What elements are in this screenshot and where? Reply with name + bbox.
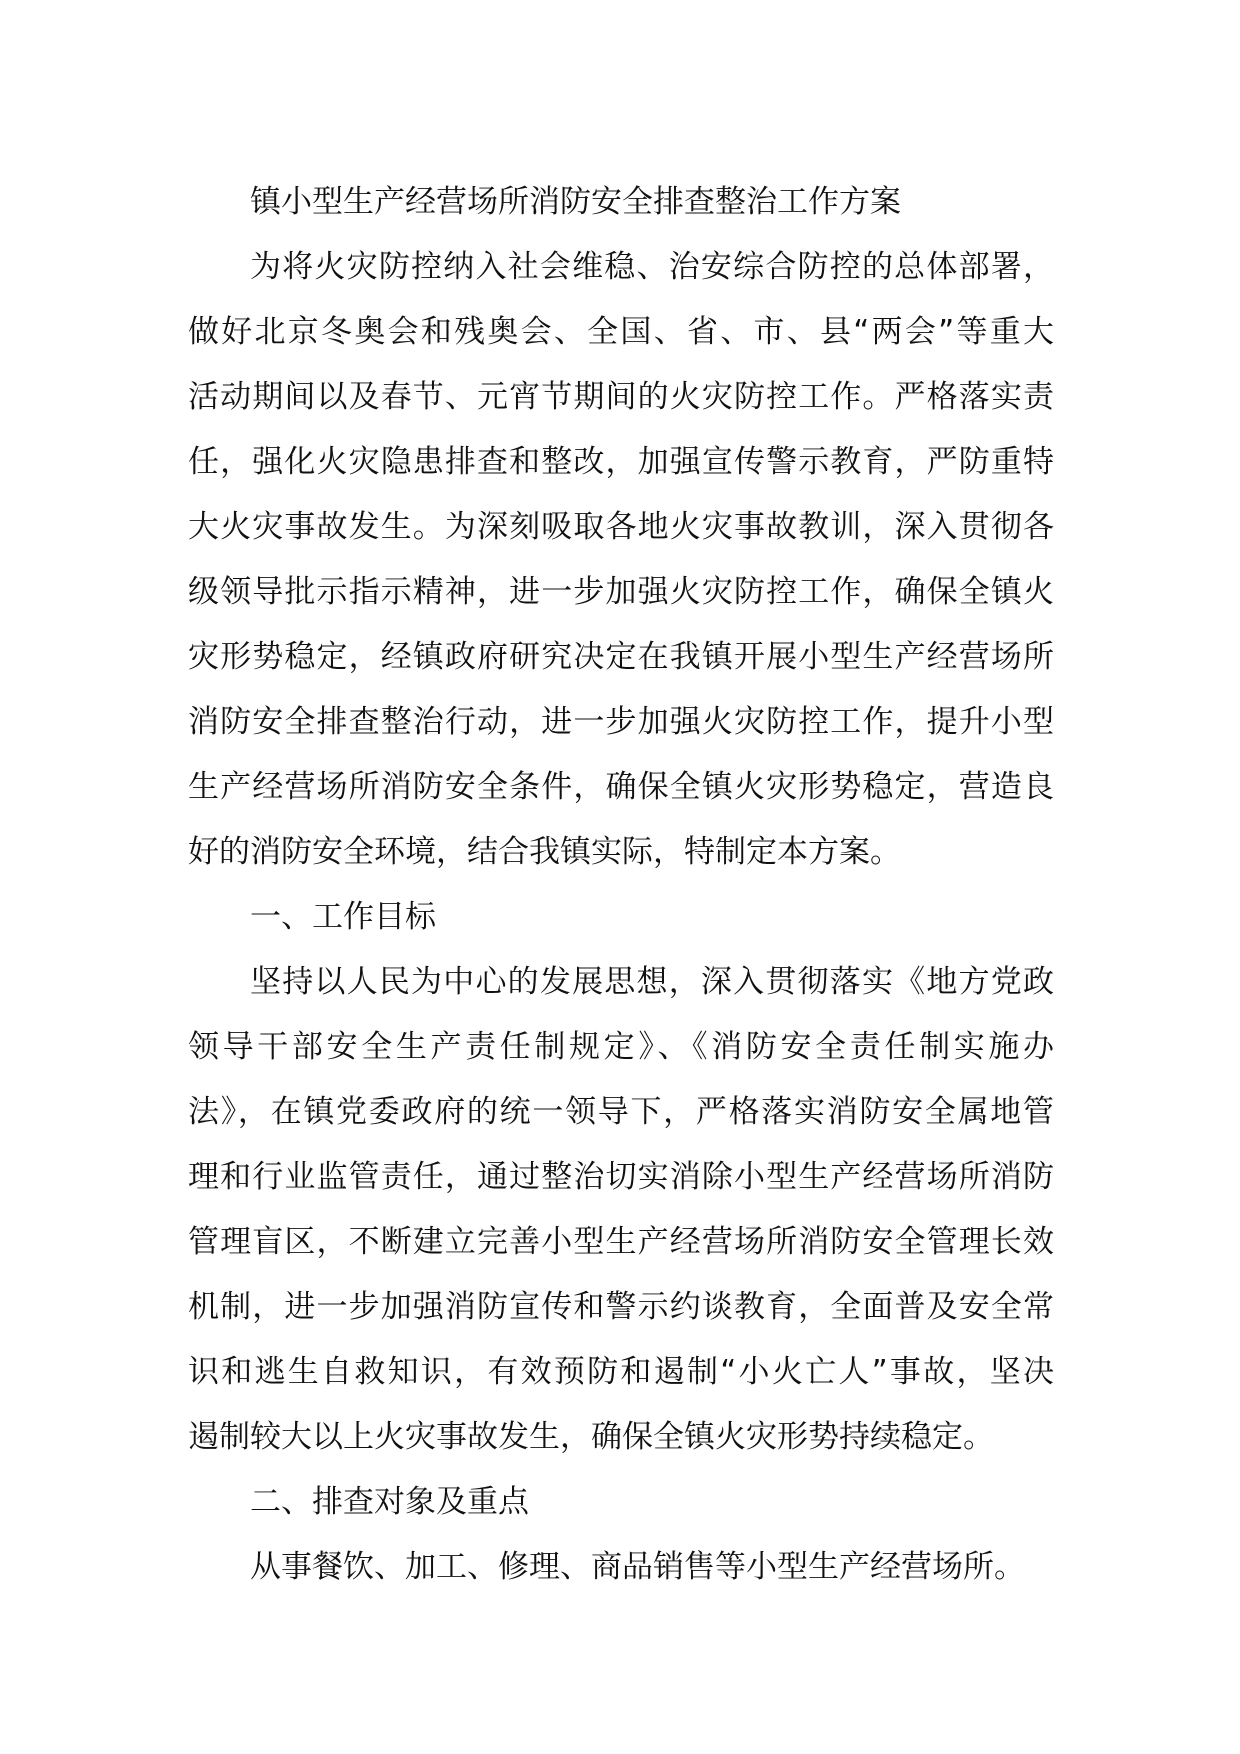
- section1-line-4: 理和行业监管责任，通过整治切实消除小型生产经营场所消防: [188, 1159, 1054, 1195]
- section1-line-1: 坚持以人民为中心的发展思想，深入贯彻落实《地方党政: [250, 964, 1054, 1000]
- intro-line-1: 为将火灾防控纳入社会维稳、治安综合防控的总体部署，: [250, 249, 1054, 285]
- intro-line-8: 消防安全排查整治行动，进一步加强火灾防控工作，提升小型: [188, 704, 1054, 740]
- document-title: 镇小型生产经营场所消防安全排查整治工作方案: [250, 184, 901, 220]
- document-body: [188, 170, 1054, 1600]
- section-heading-2: 二、排查对象及重点: [250, 1484, 529, 1520]
- intro-line-9: 生产经营场所消防安全条件，确保全镇火灾形势稳定，营造良: [188, 769, 1054, 805]
- section1-line-3: 法》，在镇党委政府的统一领导下，严格落实消防安全属地管: [188, 1094, 1054, 1130]
- section1-line-2: 领导干部安全生产责任制规定》、《消防安全责任制实施办: [188, 1029, 1054, 1065]
- intro-line-5: 大火灾事故发生。为深刻吸取各地火灾事故教训，深入贯彻各: [188, 509, 1054, 545]
- section1-line-8: 遏制较大以上火灾事故发生，确保全镇火灾形势持续稳定。: [188, 1419, 994, 1455]
- section-heading-1: 一、工作目标: [250, 899, 436, 935]
- section2-line-1: 从事餐饮、加工、修理、商品销售等小型生产经营场所。: [250, 1549, 1025, 1585]
- intro-line-10: 好的消防安全环境，结合我镇实际，特制定本方案。: [188, 834, 901, 870]
- intro-line-2: 做好北京冬奥会和残奥会、全国、省、市、县“两会”等重大: [188, 314, 1054, 350]
- section1-line-7: 识和逃生自救知识，有效预防和遏制“小火亡人”事故，坚决: [188, 1354, 1054, 1390]
- intro-line-7: 灾形势稳定，经镇政府研究决定在我镇开展小型生产经营场所: [188, 639, 1054, 675]
- section1-line-6: 机制，进一步加强消防宣传和警示约谈教育，全面普及安全常: [188, 1289, 1054, 1325]
- intro-line-6: 级领导批示指示精神，进一步加强火灾防控工作，确保全镇火: [188, 574, 1054, 610]
- section1-line-5: 管理盲区，不断建立完善小型生产经营场所消防安全管理长效: [188, 1224, 1054, 1260]
- intro-line-3: 活动期间以及春节、元宵节期间的火灾防控工作。严格落实责: [188, 379, 1054, 415]
- intro-line-4: 任，强化火灾隐患排查和整改，加强宣传警示教育，严防重特: [188, 444, 1054, 480]
